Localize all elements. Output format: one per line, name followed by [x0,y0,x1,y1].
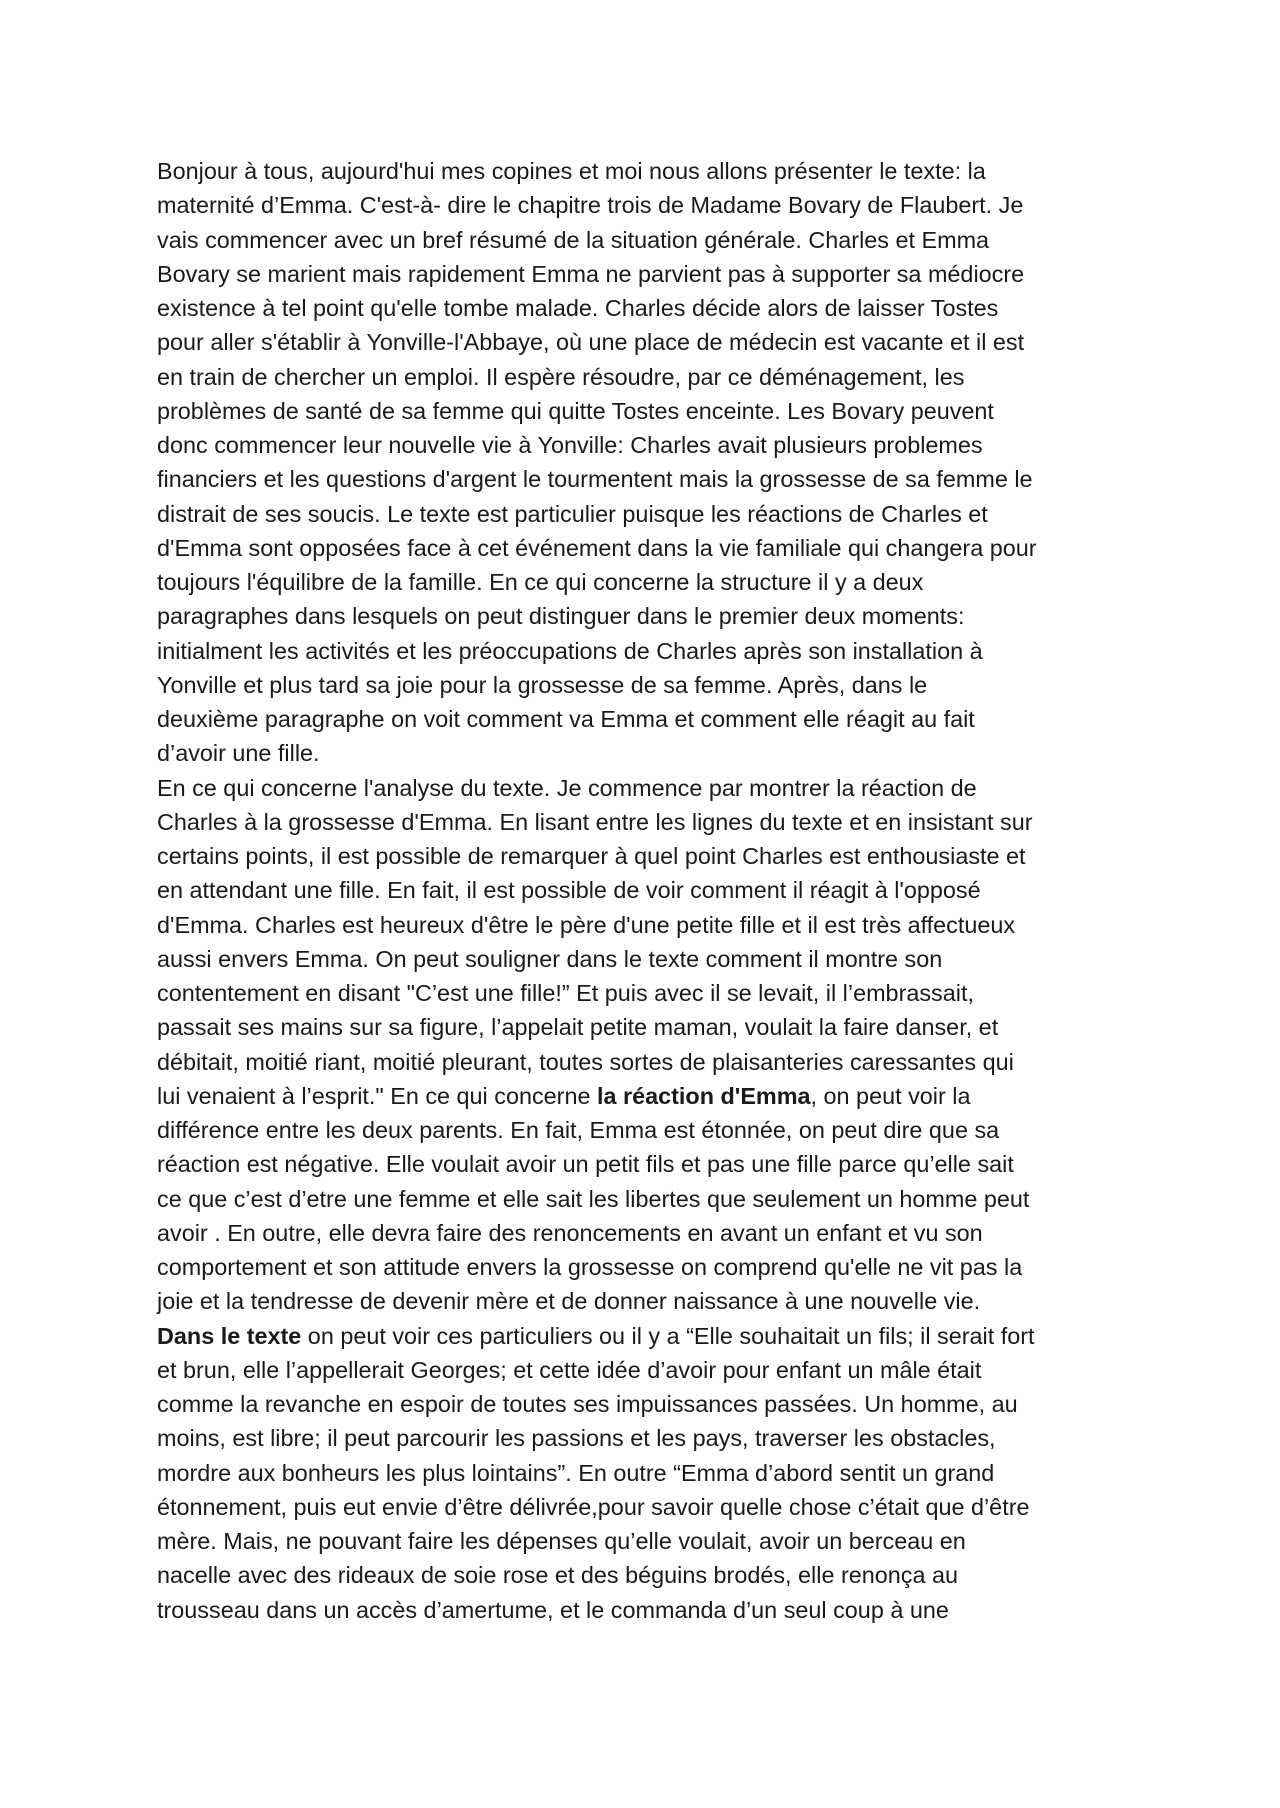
text-line: maternité d’Emma. C'est-à- dire le chapitre trois de Madame Bovary de Flaubert. Je [157,192,1024,219]
text-run: on peut voir ces particuliers ou il y a “Elle souhaitait un fils; il serait fort [301,1322,1035,1349]
bold-text-run: la réaction d'Emma [596,1082,811,1109]
text-line: comportement et son attitude envers la grossesse on comprend qu'elle ne vit pas la [157,1254,1023,1280]
text-run: lui venaient à l’esprit." En ce qui concerne [157,1082,597,1109]
text-line: Yonville et plus tard sa joie pour la grossesse de sa femme. Après, dans le [157,671,928,698]
text-line [157,1079,1157,1113]
text-line: mère. Mais, ne pouvant faire les dépenses qu’elle voulait, avoir un berceau en [157,1528,966,1554]
text-line: distrait de ses soucis. Le texte est particulier puisque les réactions de Charles et [157,500,988,527]
text-line: avoir . En outre, elle devra faire des renoncements en avant un enfant et vu son [157,1219,983,1246]
text-line: en train de chercher un emploi. Il espère résoudre, par ce déménagement, les [157,363,965,390]
text-line [157,1319,1157,1353]
text-line: aussi envers Emma. On peut souligner dans le texte comment il montre son [157,945,943,972]
text-line: initialment les activités et les préoccupations de Charles après son installation à [157,637,983,664]
text-line: trousseau dans un accès d’amertume, et le commanda d’un seul coup à une [157,1596,949,1623]
text-line: joie et la tendresse de devenir mère et de donner naissance à une nouvelle vie. [157,1288,981,1315]
text-line: Bovary se marient mais rapidement Emma ne parvient pas à supporter sa médiocre [157,260,1025,287]
text-line: mordre aux bonheurs les plus lointains”. En outre “Emma d’abord sentit un grand [157,1459,995,1486]
text-line: Bonjour à tous, aujourd'hui mes copines et moi nous allons présenter le texte: la [157,158,986,184]
text-line: Charles à la grossesse d'Emma. En lisant entre les lignes du texte et en insistant sur [157,808,1033,835]
text-line: nacelle avec des rideaux de soie rose et des béguins brodés, elle renonça au [157,1562,959,1589]
text-line: contentement en disant "C’est une fille!” Et puis avec il se levait, il l’embrassait, [157,980,974,1006]
text-line: réaction est négative. Elle voulait avoir un petit fils et pas une fille parce qu’elle sait [157,1151,1014,1178]
text-line: d’avoir une fille. [157,740,320,767]
text-line: débitait, moitié riant, moitié pleurant, toutes sortes de plaisanteries caressantes qui [157,1048,1014,1075]
text-line: passait ses mains sur sa figure, l’appelait petite maman, voulait la faire danser, et [157,1014,999,1041]
text-line: ce que c’est d’etre une femme et elle sait les libertes que seulement un homme peut [157,1185,1030,1212]
text-line: d'Emma. Charles est heureux d'être le père d'une petite fille et il est très affectueux [157,911,1016,938]
text-run: , on peut voir la [810,1082,971,1109]
bold-text-run: Dans le texte [157,1322,302,1349]
text-line: problèmes de santé de sa femme qui quitte Tostes enceinte. Les Bovary peuvent [157,397,994,424]
text-line: vais commencer avec un bref résumé de la situation générale. Charles et Emma [157,226,990,253]
text-line: existence à tel point qu'elle tombe malade. Charles décide alors de laisser Tostes [157,295,999,321]
document-body-text [157,154,1157,1627]
text-line: deuxième paragraphe on voit comment va Emma et comment elle réagit au fait [157,706,975,732]
text-line: donc commencer leur nouvelle vie à Yonville: Charles avait plusieurs problemes [157,432,983,458]
text-line: paragraphes dans lesquels on peut distinguer dans le premier deux moments: [157,603,965,630]
text-line: certains points, il est possible de remarquer à quel point Charles est enthousiaste et [157,843,1026,869]
text-line: toujours l'équilibre de la famille. En ce qui concerne la structure il y a deux [157,569,924,595]
text-line: d'Emma sont opposées face à cet événement dans la vie familiale qui changera pour [157,534,1037,561]
text-line: financiers et les questions d'argent le tourmentent mais la grossesse de sa femme le [157,466,1033,493]
text-line: et brun, elle l’appellerait Georges; et cette idée d’avoir pour enfant un mâle était [157,1356,982,1383]
text-line: en attendant une fille. En fait, il est possible de voir comment il réagit à l'opposé [157,877,981,904]
text-line: pour aller s'établir à Yonville-l'Abbaye, où une place de médecin est vacante et il est [157,329,1025,356]
text-line: différence entre les deux parents. En fait, Emma est étonnée, on peut dire que sa [157,1117,1000,1143]
text-line: comme la revanche en espoir de toutes ses impuissances passées. Un homme, au [157,1391,1018,1417]
text-line: étonnement, puis eut envie d’être délivrée,pour savoir quelle chose c’était que d’être [157,1493,1030,1520]
text-line: En ce qui concerne l'analyse du texte. Je commence par montrer la réaction de [157,774,977,801]
text-line: moins, est libre; il peut parcourir les passions et les pays, traverser les obstacles, [157,1425,996,1452]
